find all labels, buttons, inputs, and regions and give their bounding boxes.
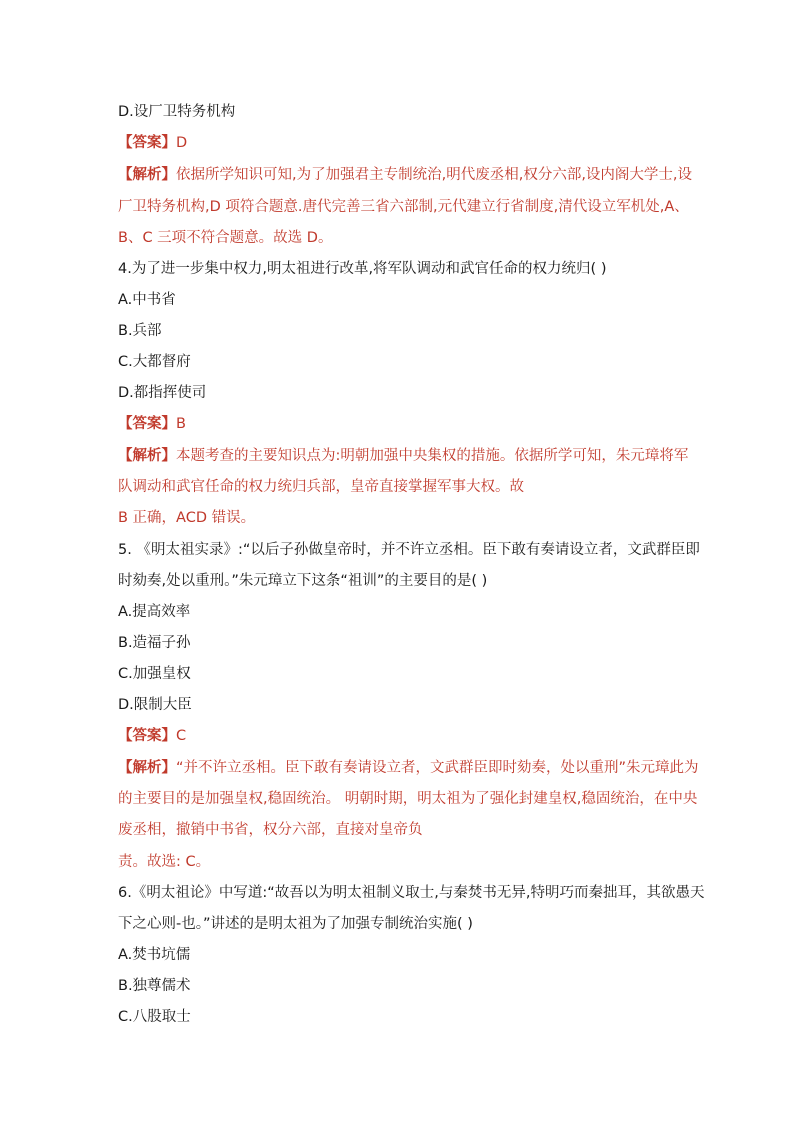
q5-option-b: B.造福子孙: [118, 635, 191, 651]
answer-tag: 【答案】: [118, 416, 176, 432]
q4-option-a: A.中书省: [118, 292, 176, 308]
q3-analysis-line-2: 厂卫特务机构,D 项符合题意.唐代完善三省六部制,元代建立行省制度,清代设立军机处,A、: [118, 199, 689, 215]
q6-stem-line-1: 6.《明太祖论》中写道:“故吾以为明太祖制义取士,与秦焚书无异,特明巧而秦拙耳，其欲愚天: [118, 885, 705, 901]
q4-analysis-line-1: 【解析】本题考查的主要知识点为:明朝加强中央集权的措施。依据所学可知，朱元璋将军: [118, 448, 689, 464]
q4-stem: 4.为了进一步集中权力,明太祖进行改革,将军队调动和武官任命的权力统归( ): [118, 261, 607, 277]
q4-option-c: C.大都督府: [118, 354, 191, 370]
q4-analysis-line-2: 队调动和武官任命的权力统归兵部，皇帝直接掌握军事大权。故: [118, 479, 524, 495]
q6-option-c: C.八股取士: [118, 1009, 191, 1025]
q5-option-a: A.提高效率: [118, 604, 191, 620]
analysis-tag: 【解析】: [118, 167, 176, 183]
answer-tag: 【答案】: [118, 135, 176, 151]
q3-answer: [118, 133, 734, 153]
analysis-tag: 【解析】: [118, 760, 176, 776]
q5-analysis-line-2: 的主要目的是加强皇权,稳固统治。 明朝时期，明太祖为了强化封建皇权,稳固统治，在中央: [118, 791, 698, 807]
q5-analysis-line-4: 责。故选: C。: [118, 854, 211, 870]
q5-analysis-line-3: 废丞相，撤销中书省，权分六部，直接对皇帝负: [118, 822, 423, 838]
q5-stem-line-1: 5. 《明太祖实录》:“以后子孙做皇帝时，并不许立丞相。臣下敢有奏请设立者，文武群臣即: [118, 542, 700, 558]
q6-option-a: A.焚书坑儒: [118, 947, 191, 963]
q3-analysis-line-3: B、C 三项不符合题意。故选 D。: [118, 230, 333, 246]
q4-option-b: B.兵部: [118, 323, 162, 339]
q5-option-d: D.限制大臣: [118, 697, 192, 713]
q6-option-b: B.独尊儒术: [118, 978, 191, 994]
q4-answer: [118, 414, 734, 434]
answer-value: C: [176, 728, 187, 744]
answer-tag: 【答案】: [118, 728, 176, 744]
answer-value: B: [176, 416, 186, 432]
q6-stem-line-2: 下之心则-也。”讲述的是明太祖为了加强专制统治实施( ): [118, 916, 473, 932]
q5-stem-line-2: 时劾奏,处以重刑。”朱元璋立下这条“祖训”的主要目的是( ): [118, 573, 488, 589]
q4-option-d: D.都指挥使司: [118, 385, 207, 401]
q5-option-c: C.加强皇权: [118, 666, 191, 682]
q3-analysis-line-1: 【解析】依据所学知识可知,为了加强君主专制统治,明代废丞相,权分六部,设内阁大学士,设: [118, 167, 693, 183]
analysis-tag: 【解析】: [118, 448, 176, 464]
answer-value: D: [176, 135, 188, 151]
q5-answer: [118, 726, 734, 746]
q5-analysis-line-1: 【解析】“并不许立丞相。臣下敢有奏请设立者，文武群臣即时劾奏，处以重刑”朱元璋此为: [118, 760, 699, 776]
q3-option-d: D.设厂卫特务机构: [118, 104, 236, 120]
q4-analysis-line-3: B 正确，ACD 错误。: [118, 510, 256, 526]
